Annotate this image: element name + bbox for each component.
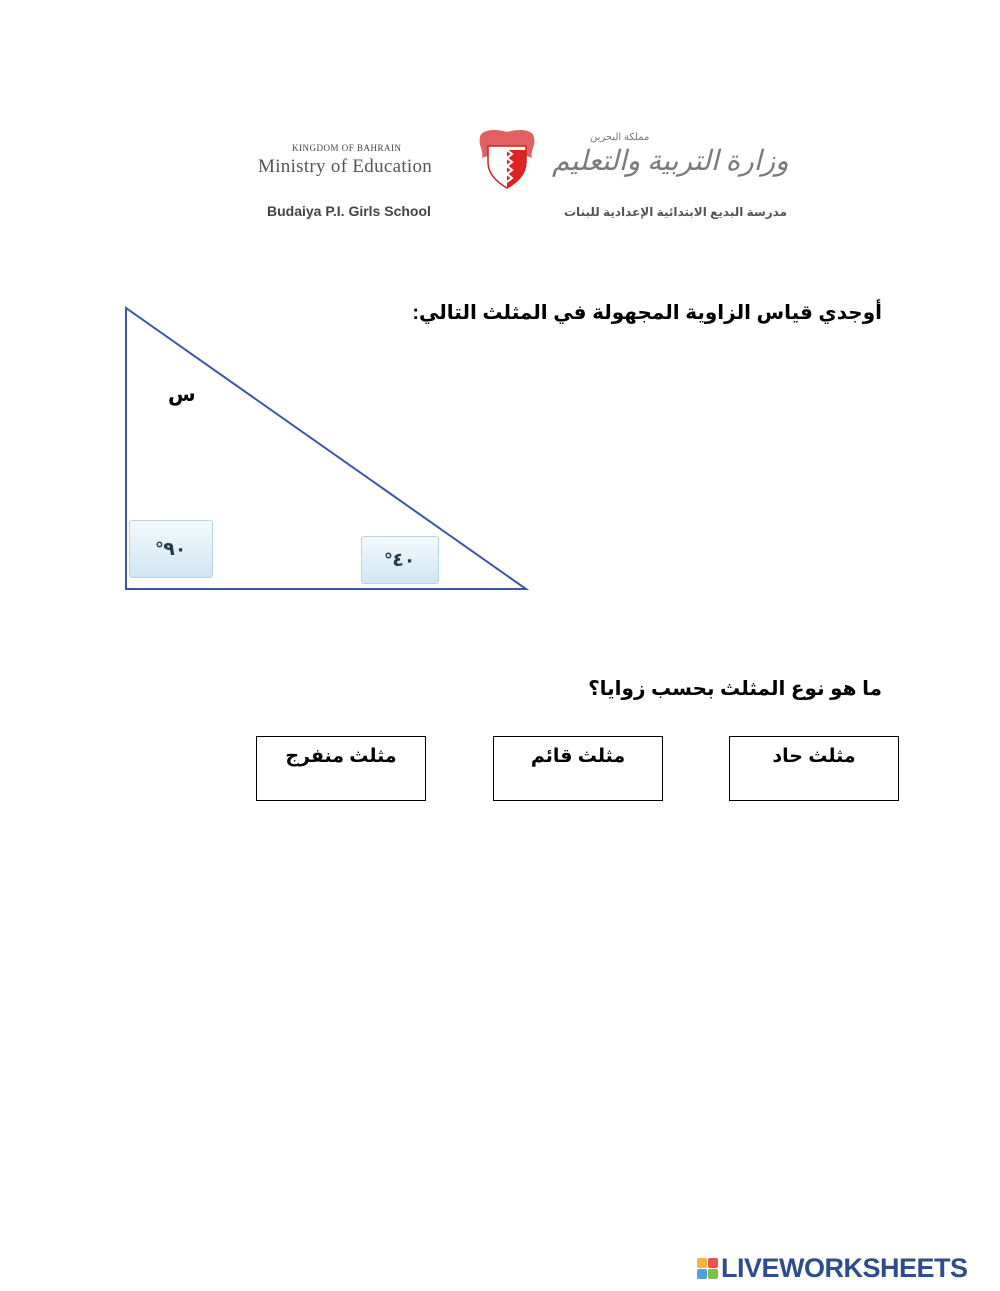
option-acute-triangle[interactable]: مثلث حاد (729, 736, 899, 801)
angle-40-input[interactable]: ٤٠° (361, 536, 439, 584)
option-obtuse-triangle[interactable]: مثلث منفرج (256, 736, 426, 801)
kingdom-ar-label: مملكة البحرين (590, 132, 650, 143)
school-ar-name: مدرسة البديع الابتدائية الإعدادية للبنات (564, 205, 788, 219)
question-2-text: ما هو نوع المثلث بحسب زوايا؟ (588, 678, 882, 700)
option-right-triangle[interactable]: مثلث قائم (493, 736, 663, 801)
angle-90-input[interactable]: ٩٠° (129, 520, 213, 578)
logo-square-1 (697, 1258, 707, 1268)
bahrain-emblem-icon (474, 128, 540, 190)
school-en-name: Budaiya P.I. Girls School (267, 203, 431, 219)
kingdom-en-label: KINGDOM OF BAHRAIN (292, 143, 402, 153)
liveworksheets-brand-text: LIVEWORKSHEETS (721, 1253, 968, 1283)
unknown-angle-label: س (168, 384, 196, 406)
logo-square-3 (697, 1269, 707, 1279)
ministry-en-title: Ministry of Education (258, 156, 433, 177)
liveworksheets-logo[interactable] (697, 1253, 968, 1284)
question-1-text: أوجدي قياس الزاوية المجهولة في المثلث التالي: (412, 302, 882, 324)
logo-square-2 (708, 1258, 718, 1268)
logo-square-4 (708, 1269, 718, 1279)
liveworksheets-icon (697, 1258, 718, 1279)
ministry-ar-title: وزارة التربية والتعليم (552, 146, 789, 177)
